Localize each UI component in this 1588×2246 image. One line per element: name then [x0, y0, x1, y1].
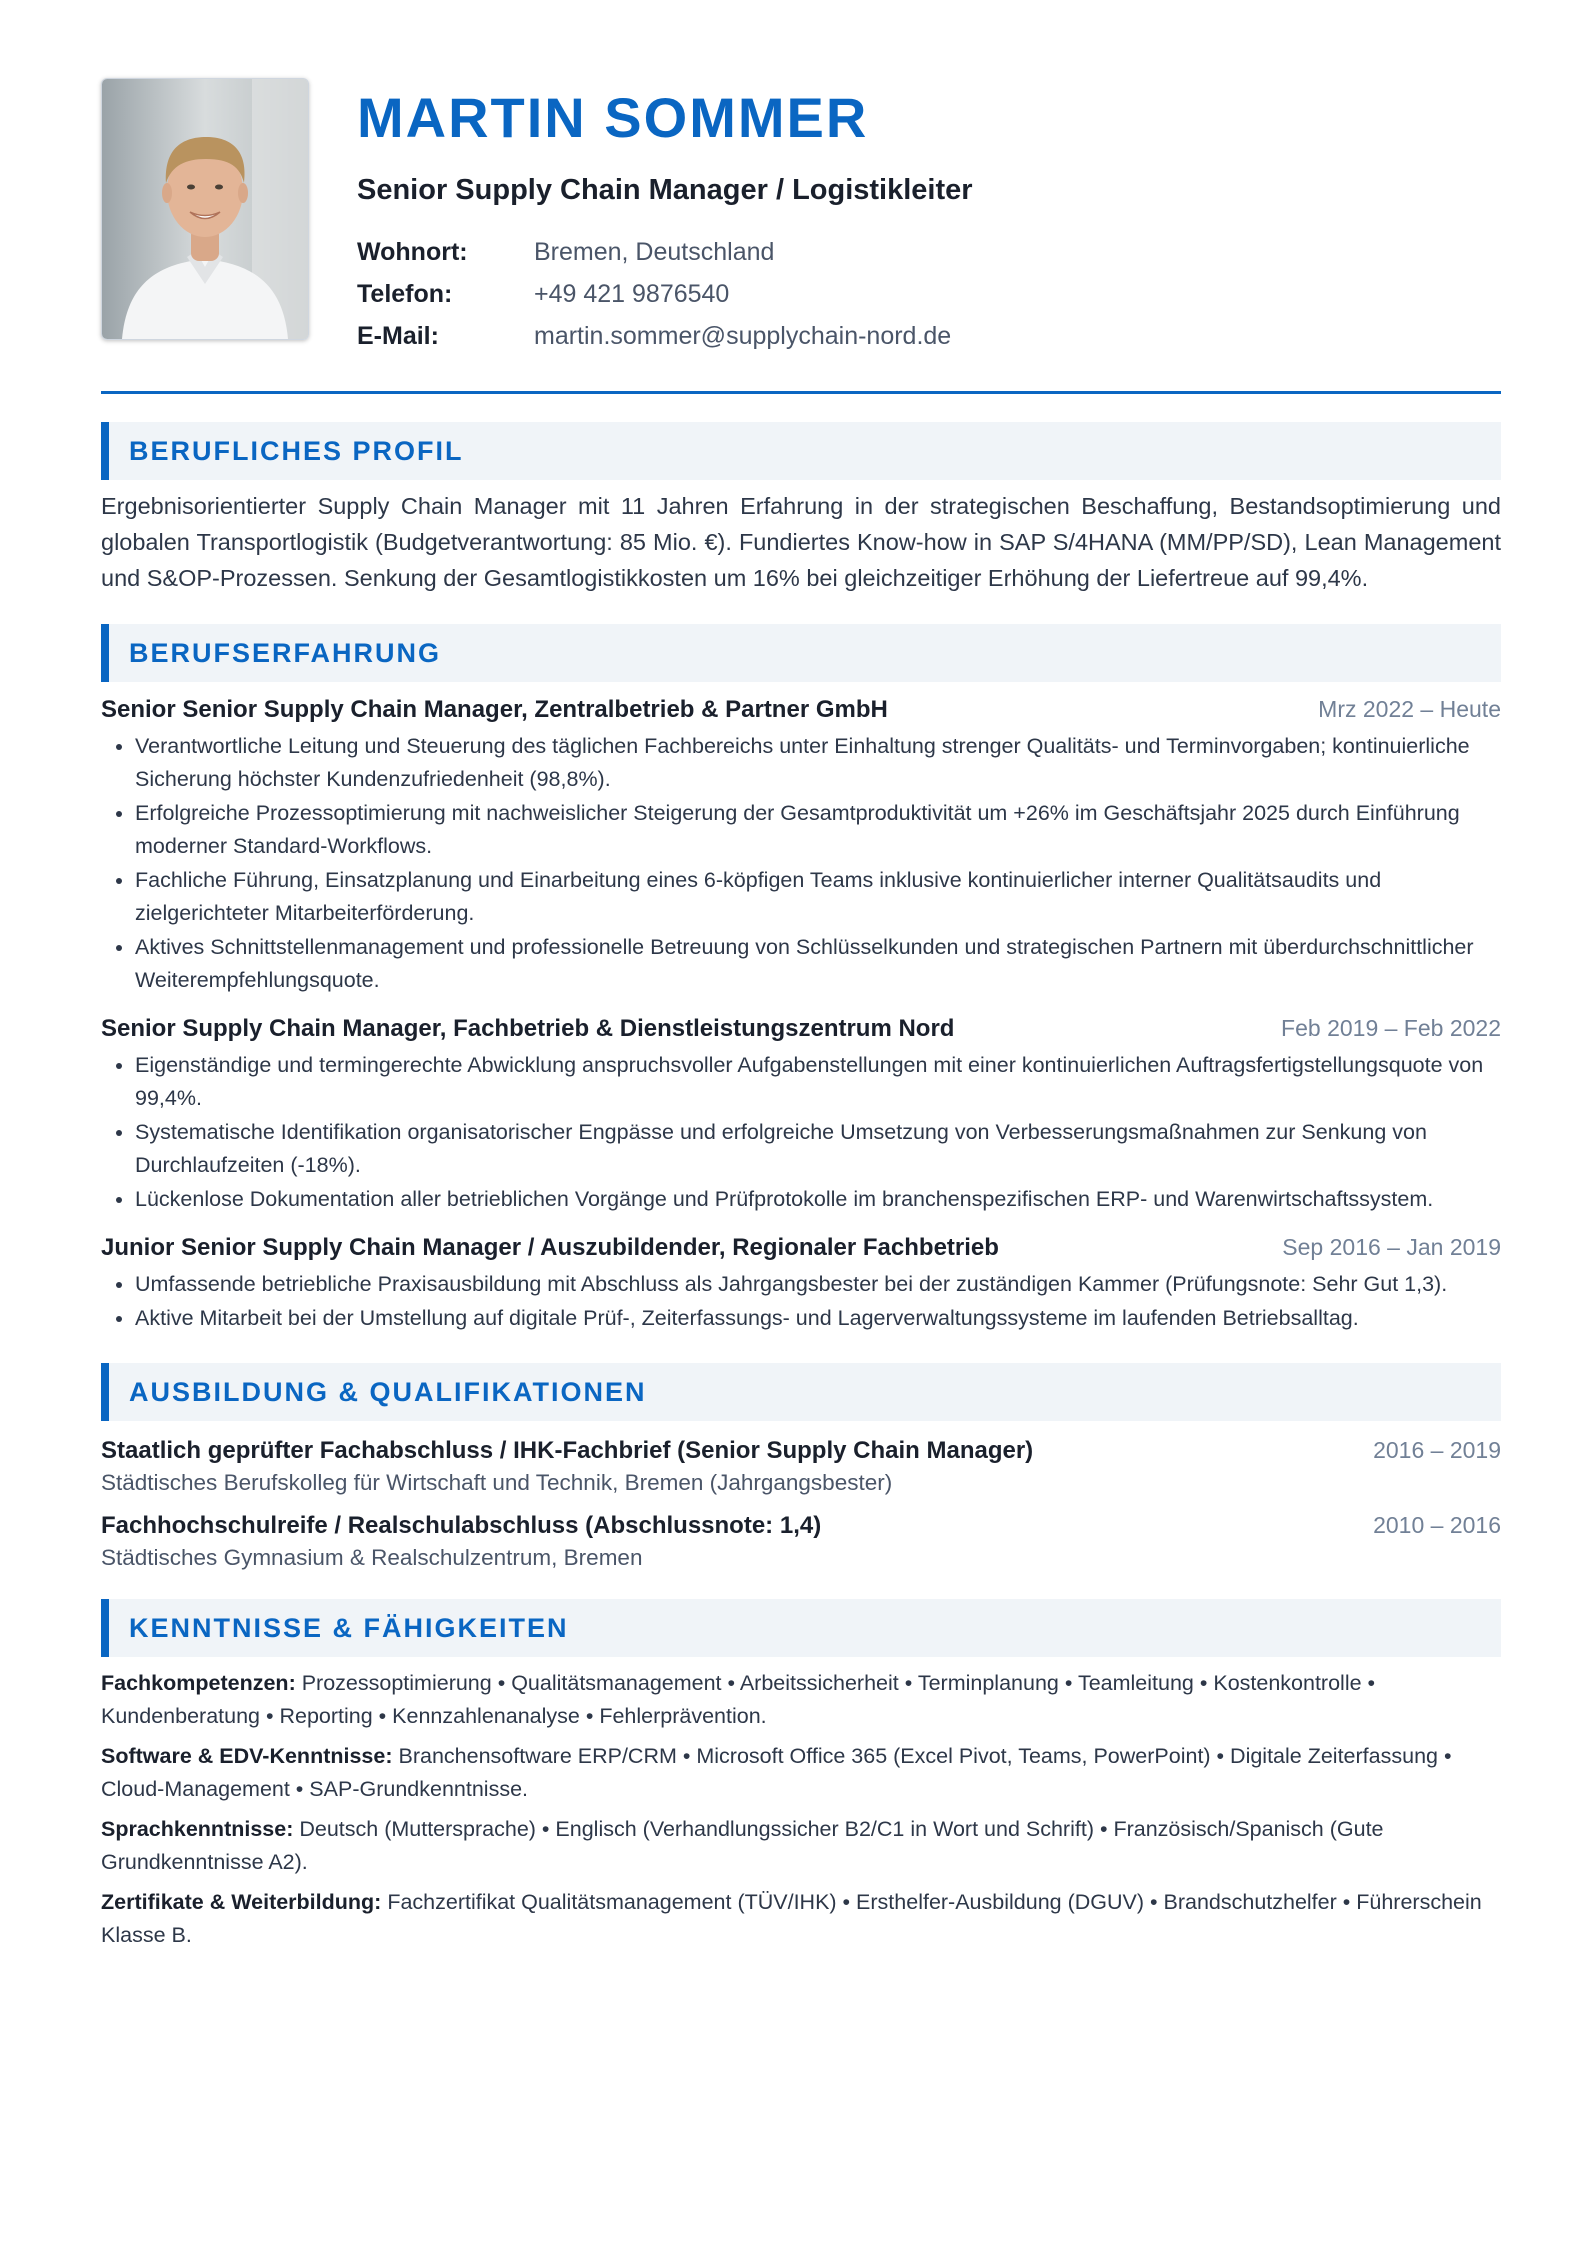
skill-line	[101, 1740, 1501, 1806]
skill-line	[101, 1667, 1501, 1733]
section-header-experience	[101, 624, 1501, 682]
bullet-item: • Aktive Mitarbeit bei der Umstellung auf digitale Prüf-, Zeiterfassungs- und Lagerverwaltungssysteme im laufenden Betriebsalltag.	[135, 1302, 1501, 1335]
experience-list	[101, 696, 1501, 1335]
education-institution: Städtisches Gymnasium & Realschulzentrum, Bremen	[101, 1545, 643, 1570]
skill-line	[101, 1886, 1501, 1952]
job-title: Senior Senior Supply Chain Manager, Zentralbetrieb & Partner GmbH	[101, 696, 888, 723]
bullet-item: • Verantwortliche Leitung und Steuerung des täglichen Fachbereichs unter Einhaltung strenger Qualitäts- und Terminvorgaben; kontinuierliche Sicherung höchster Kundenzufriedenheit (98,8%).	[135, 730, 1501, 796]
profile-photo	[101, 78, 309, 340]
education-entry	[101, 1437, 1501, 1496]
section-title: BERUFSERFAHRUNG	[129, 637, 442, 668]
profile-text: Ergebnisorientierter Supply Chain Manager mit 11 Jahren Erfahrung in der strategischen Beschaffung, Bestandsoptimierung und globalen Transportlogistik (Budgetverantwortung: 85 Mio. €). Fundiertes Know-how in SAP S/4HANA (MM/PP/SD), Lean Management und S&OP-Prozessen. Senkung der Gesamtlogistikkosten um 16% bei gleichzeitiger Erhöhung der Liefertreue auf 99,4%.	[101, 493, 1501, 591]
bullet-item: • Lückenlose Dokumentation aller betrieblichen Vorgänge und Prüfprotokolle im branchenspezifischen ERP- und Warenwirtschaftssystem.	[135, 1183, 1501, 1216]
contact-row-email	[357, 315, 973, 357]
section-header-profile	[101, 422, 1501, 480]
skill-text: Branchensoftware ERP/CRM • Microsoft Office 365 (Excel Pivot, Teams, PowerPoint) • Digitale Zeiterfassung • Cloud-Management • SAP-Grundkenntnisse.	[101, 1744, 1452, 1801]
bullet-item: • Aktives Schnittstellenmanagement und professionelle Betreuung von Schlüsselkunden und strategischen Partnern mit überdurchschnittlicher Weiterempfehlungsquote.	[135, 931, 1501, 997]
job-bullets	[101, 1049, 1501, 1216]
education-institution: Städtisches Berufskolleg für Wirtschaft und Technik, Bremen (Jahrgangsbester)	[101, 1470, 893, 1495]
job-date: Mrz 2022 – Heute	[1318, 696, 1501, 722]
skill-label: Fachkompetenzen:	[101, 1671, 296, 1695]
header-divider	[101, 391, 1501, 394]
bullet-item: • Umfassende betriebliche Praxisausbildung mit Abschluss als Jahrgangsbester bei der zuständigen Kammer (Prüfungsnote: Sehr Gut 1,3).	[135, 1268, 1501, 1301]
contact-details	[357, 231, 973, 357]
skill-text: Prozessoptimierung • Qualitätsmanagement • Arbeitssicherheit • Terminplanung • Teamleitung • Kostenkontrolle • Kundenberatung • Reporting • Kennzahlenanalyse • Fehlerprävention.	[101, 1671, 1376, 1728]
education-entry	[101, 1512, 1501, 1571]
section-title: BERUFLICHES PROFIL	[129, 435, 464, 466]
job-title: Junior Senior Supply Chain Manager / Auszubildender, Regionaler Fachbetrieb	[101, 1234, 999, 1261]
job-entry	[101, 1234, 1501, 1335]
section-title: AUSBILDUNG & QUALIFIKATIONEN	[129, 1376, 647, 1407]
job-title-headline: Senior Supply Chain Manager / Logistikleiter	[357, 174, 973, 206]
bullet-item: • Erfolgreiche Prozessoptimierung mit nachweislicher Steigerung der Gesamtproduktivität um +26% im Geschäftsjahr 2025 durch Einführung moderner Standard-Workflows.	[135, 797, 1501, 863]
bullet-item: • Fachliche Führung, Einsatzplanung und Einarbeitung eines 6-köpfigen Teams inklusive kontinuierlicher interner Qualitätsaudits und zielgerichteter Mitarbeiterförderung.	[135, 864, 1501, 930]
contact-label: E-Mail:	[357, 321, 439, 350]
skill-text: Fachzertifikat Qualitätsmanagement (TÜV/IHK) • Ersthelfer-Ausbildung (DGUV) • Brandschutzhelfer • Führerschein Klasse B.	[101, 1890, 1482, 1947]
skill-label: Zertifikate & Weiterbildung:	[101, 1890, 382, 1914]
section-title: KENNTNISSE & FÄHIGKEITEN	[129, 1612, 569, 1643]
contact-value: martin.sommer@supplychain-nord.de	[534, 321, 952, 350]
contact-label: Wohnort:	[357, 237, 468, 266]
section-header-education	[101, 1363, 1501, 1421]
skill-line	[101, 1813, 1501, 1879]
education-date: 2010 – 2016	[1373, 1512, 1501, 1538]
contact-row-phone	[357, 273, 973, 315]
contact-value: Bremen, Deutschland	[534, 237, 775, 266]
skill-label: Software & EDV-Kenntnisse:	[101, 1744, 393, 1768]
job-date: Sep 2016 – Jan 2019	[1282, 1234, 1501, 1260]
education-title: Fachhochschulreife / Realschulabschluss (Abschlussnote: 1,4)	[101, 1512, 822, 1539]
contact-row-location	[357, 231, 973, 273]
bullet-item: • Eigenständige und termingerechte Abwicklung anspruchsvoller Aufgabenstellungen mit einer kontinuierlichen Auftragsfertigstellungsquote von 99,4%.	[135, 1049, 1501, 1115]
contact-value: +49 421 9876540	[534, 279, 730, 308]
contact-label: Telefon:	[357, 279, 453, 308]
skills-list	[101, 1667, 1501, 1952]
job-bullets	[101, 730, 1501, 997]
job-date: Feb 2019 – Feb 2022	[1281, 1015, 1501, 1041]
education-date: 2016 – 2019	[1373, 1437, 1501, 1463]
header-info	[357, 78, 973, 357]
job-entry	[101, 696, 1501, 997]
section-header-skills	[101, 1599, 1501, 1657]
skill-label: Sprachkenntnisse:	[101, 1817, 294, 1841]
resume-header	[101, 78, 1501, 357]
skill-text: Deutsch (Muttersprache) • Englisch (Verhandlungssicher B2/C1 in Wort und Schrift) • Französisch/Spanisch (Gute Grundkenntnisse A2).	[101, 1817, 1384, 1874]
candidate-name: MARTIN SOMMER	[357, 86, 869, 149]
education-title: Staatlich geprüfter Fachabschluss / IHK-Fachbrief (Senior Supply Chain Manager)	[101, 1437, 1034, 1464]
bullet-item: • Systematische Identifikation organisatorischer Engpässe und erfolgreiche Umsetzung von Verbesserungsmaßnahmen zur Senkung von Durchlaufzeiten (-18%).	[135, 1116, 1501, 1182]
job-bullets	[101, 1268, 1501, 1335]
job-title: Senior Supply Chain Manager, Fachbetrieb & Dienstleistungszentrum Nord	[101, 1015, 955, 1042]
job-entry	[101, 1015, 1501, 1216]
